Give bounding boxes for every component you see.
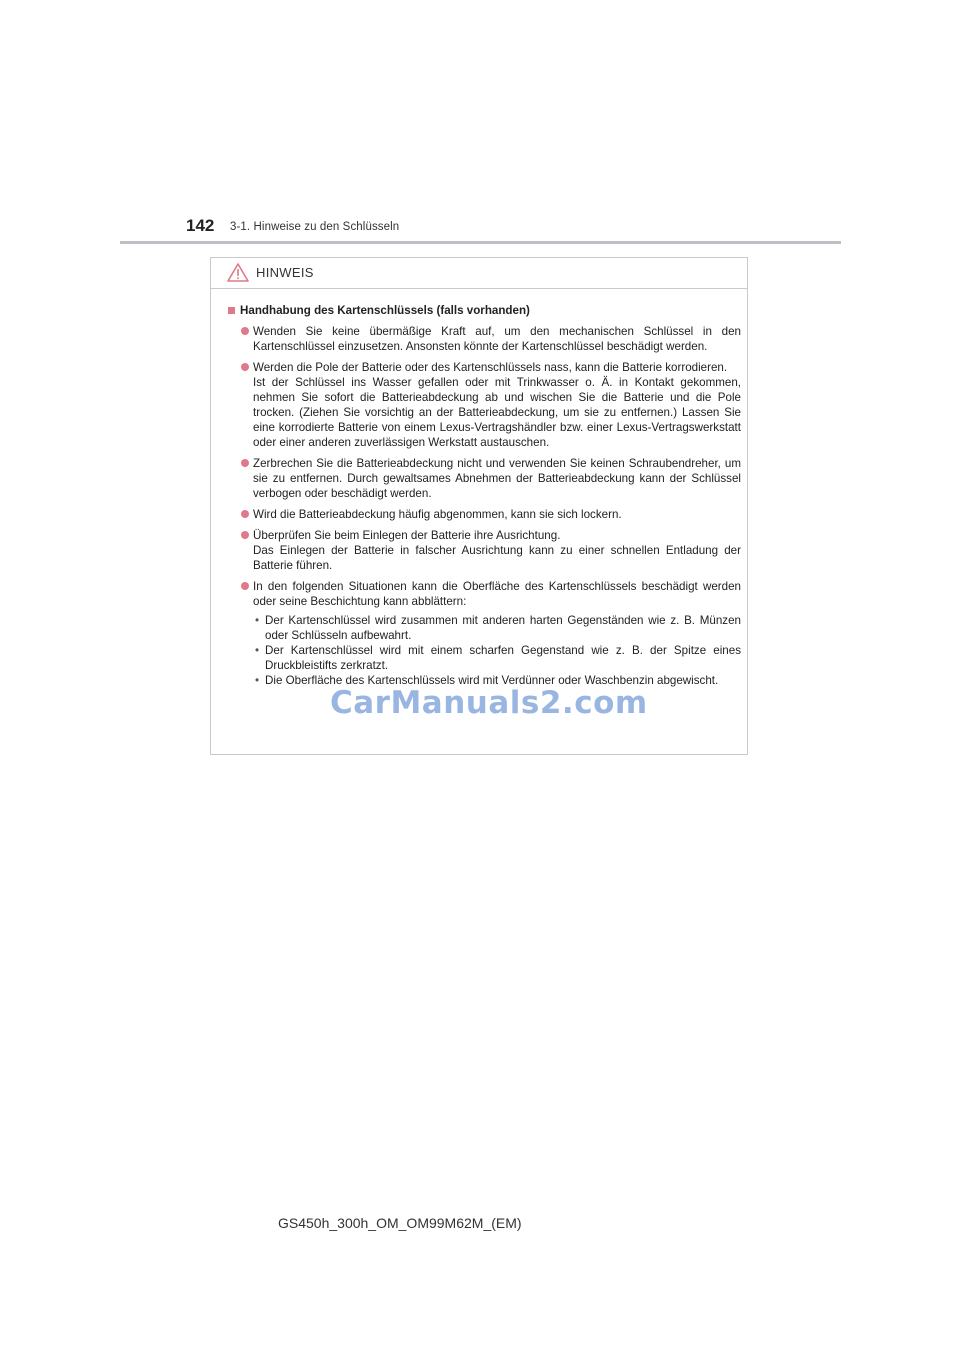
dot-bullet-icon (241, 327, 249, 335)
list-item (241, 324, 741, 354)
dot-bullet-icon (241, 582, 249, 590)
dot-bullet-icon (241, 459, 249, 467)
list-item (241, 360, 741, 450)
middle-dot-icon: • (255, 614, 260, 627)
page-header (0, 0, 960, 250)
warning-triangle-icon (227, 263, 249, 282)
list-item (241, 579, 741, 688)
item-text: In den folgenden Situationen kann die Oberfläche des Kartenschlüssels beschädigt werden oder seine Beschichtung kann abblättern: (253, 580, 741, 608)
notice-subheading (228, 303, 741, 318)
section-title: 3-1. Hinweise zu den Schlüsseln (230, 221, 400, 233)
sub-items (253, 613, 741, 688)
dot-bullet-icon (241, 531, 249, 539)
subheading-text: Handhabung des Kartenschlüssels (falls vorhanden) (240, 304, 530, 317)
list-item (241, 528, 741, 573)
sub-list-item (253, 643, 741, 673)
middle-dot-icon: • (255, 674, 260, 687)
item-text: Ist der Schlüssel ins Wasser gefallen oder mit Trinkwasser o. Ä. in Kontakt gekommen, nehmen Sie sofort die Batterieabdeckung ab und wischen Sie die Batterie und die Pole trocken. (Ziehen Sie vorsichtig an der Batterieabdeckung, um sie zu entfernen.) Lassen Sie eine korrodierte Batterie von einem Lexus-Vertragshändler bzw. einer Lexus-Vertragswerkstatt oder einer anderen zuverlässigen Werkstatt austauschen. (253, 376, 741, 449)
item-text: Werden die Pole der Batterie oder des Kartenschlüssels nass, kann die Batterie korrodieren. (253, 361, 728, 374)
page-number: 142 (186, 216, 215, 235)
footer-code: GS450h_300h_OM_OM99M62M_(EM) (278, 1215, 522, 1231)
notice-title: HINWEIS (256, 265, 314, 280)
notice-items (228, 324, 741, 688)
item-text: Überprüfen Sie beim Einlegen der Batterie ihre Ausrichtung. (253, 529, 561, 542)
square-bullet-icon (228, 307, 235, 314)
sub-item-text: Der Kartenschlüssel wird mit einem scharfen Gegenstand wie z. B. der Spitze eines Druckbleistifts zerkratzt. (265, 644, 741, 672)
notice-box (210, 257, 748, 755)
dot-bullet-icon (241, 510, 249, 518)
item-text: Das Einlegen der Batterie in falscher Ausrichtung kann zu einer schnellen Entladung der Batterie führen. (253, 544, 741, 572)
dot-bullet-icon (241, 363, 249, 371)
sub-item-text: Die Oberfläche des Kartenschlüssels wird mit Verdünner oder Waschbenzin abgewischt. (265, 674, 719, 687)
middle-dot-icon: • (255, 644, 260, 657)
sub-list-item (253, 613, 741, 643)
header-rule (120, 241, 841, 244)
watermark: CarManuals2.com (330, 685, 648, 721)
list-item (241, 456, 741, 501)
list-item (241, 507, 741, 522)
item-text: Wird die Batterieabdeckung häufig abgenommen, kann sie sich lockern. (253, 508, 622, 521)
item-text: Wenden Sie keine übermäßige Kraft auf, um den mechanischen Schlüssel in den Kartenschlüssel einzusetzen. Ansonsten könnte der Kartenschlüssel beschädigt werden. (253, 325, 741, 353)
item-text: Zerbrechen Sie die Batterieabdeckung nicht und verwenden Sie keinen Schraubendreher, um sie zu entfernen. Durch gewaltsames Abnehmen der Batterieabdeckung kann der Schlüssel verbogen oder beschädigt werden. (253, 457, 741, 500)
notice-body (211, 289, 747, 688)
notice-header (211, 258, 747, 289)
sub-item-text: Der Kartenschlüssel wird zusammen mit anderen harten Gegenständen wie z. B. Münzen oder Schlüsseln aufbewahrt. (265, 614, 741, 642)
